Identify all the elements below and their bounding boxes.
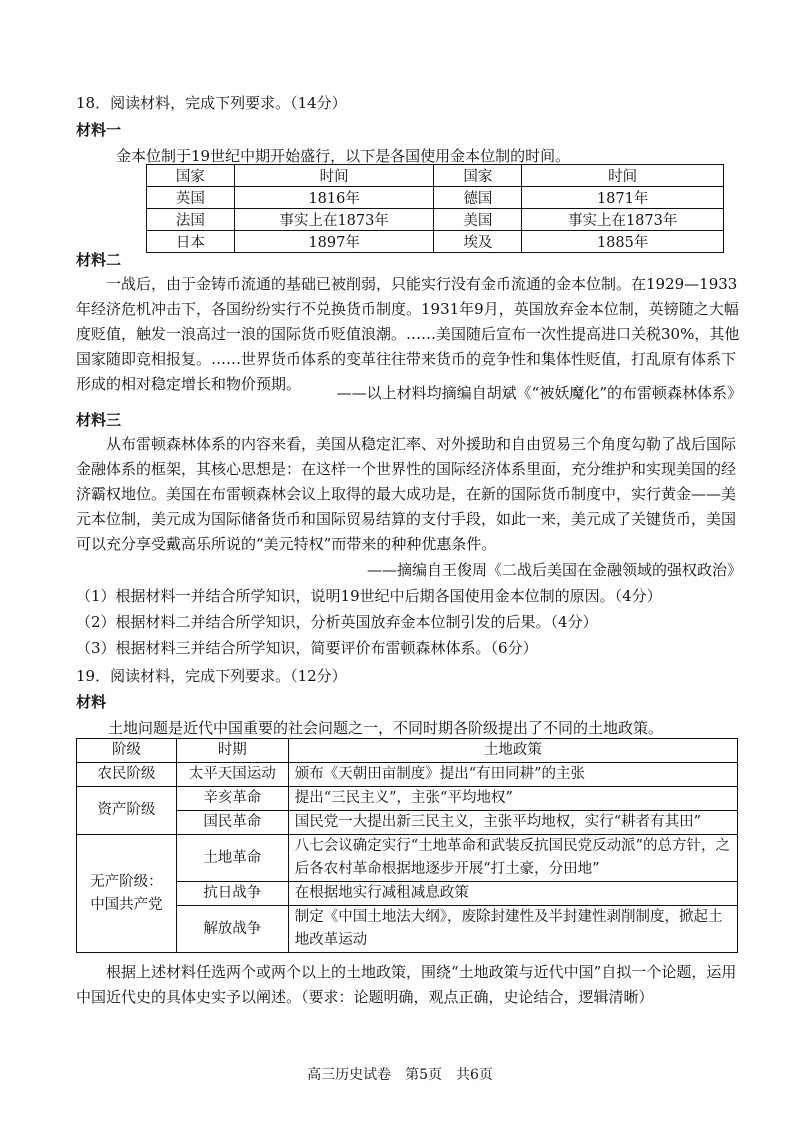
table-cell: 英国 [147,187,235,209]
class-cell-bourgeois: 资产阶级 [77,787,177,835]
material-3-source: ——摘编自王俊周《二战后美国在金融领域的强权政治》 [366,561,742,579]
class-cell-peasant: 农民阶级 [77,763,177,787]
page-footer: 高三历史试卷 第5页 共6页 [307,1067,493,1083]
class-label-line-2: 中国共产党 [90,896,163,913]
table-header-cell: 国家 [434,165,522,187]
period-cell: 辛亥革命 [176,787,288,811]
material-2-label: 材料二 [76,251,122,269]
table-cell: 1871年 [522,187,724,209]
table-cell: 事实上在1873年 [234,209,434,231]
period-cell: 国民革命 [176,811,288,835]
question-3: （3）根据材料三并结合所学知识，简要评价布雷顿森林体系。（6分） [76,639,538,657]
table-row [147,187,724,209]
q19-heading: 19．阅读材料，完成下列要求。（12分） [76,667,347,685]
table-cell: 1897年 [234,231,434,253]
policy-cell: 八七会议确定实行“土地革命和武装反抗国民党反动派”的总方针，之后各农村革命根据地逐步开展“打土豪，分田地” [288,835,737,882]
table-cell: 埃及 [434,231,522,253]
q19-intro: 土地问题是近代中国重要的社会问题之一，不同时期各阶级提出了不同的土地政策。 [108,719,664,737]
table-row [77,882,738,906]
period-cell: 土地革命 [176,835,288,882]
table-row [77,835,738,882]
material-3-text: 从布雷顿森林体系的内容来看，美国从稳定汇率、对外援助和自由贸易三个角度勾勒了战后国际金融体系的框架，其核心思想是：在这样一个世界性的国际经济体系里面，充分维护和实现美国的经济霸权地位。美国在布雷顿森林会议上取得的最大成功是，在新的国际货币制度中，实行黄金——美元本位制，美元成为国际储备货币和国际贸易结算的支付手段，如此一来，美元成了关键货币，美国可以充分享受戴高乐所说的“美元特权”而带来的种种优惠条件。 [76,435,737,553]
question-2: （2）根据材料二并结合所学知识，分析英国放弃金本位制引发的后果。（4分） [76,613,598,631]
class-cell-proletariat [77,835,177,953]
policy-cell: 制定《中国土地法大纲》，废除封建性及半封建性剥削制度，掀起土地改革运动 [288,906,737,953]
q18-heading: 18．阅读材料，完成下列要求。（14分） [76,94,347,112]
table-row [77,906,738,953]
period-cell: 抗日战争 [176,882,288,906]
table-cell: 1816年 [234,187,434,209]
class-label-line-1: 无产阶级： [90,873,163,890]
policy-cell: 颁布《天朝田亩制度》提出“有田同耕”的主张 [288,763,737,787]
table-cell: 法国 [147,209,235,231]
material-3-label: 材料三 [76,411,122,429]
table-header-cell: 时期 [176,739,288,763]
table-row [147,231,724,253]
material-1-intro: 金本位制于19世纪中期开始盛行，以下是各国使用金本位制的时间。 [116,147,571,165]
question-1: （1）根据材料一并结合所学知识，说明19世纪中后期各国使用金本位制的原因。（4分） [76,587,662,605]
table-row [77,811,738,835]
table-row [77,763,738,787]
q19-material-label: 材料 [76,693,107,711]
table-cell: 1885年 [522,231,724,253]
table-header-cell: 土地政策 [288,739,737,763]
material-2-source: ——以上材料均摘编自胡斌《“被妖魔化”的布雷顿森林体系》 [336,384,742,402]
table-cell: 日本 [147,231,235,253]
table-header-cell: 时间 [522,165,724,187]
table-header-row [77,739,738,763]
gold-standard-table [146,164,724,253]
table-cell: 美国 [434,209,522,231]
table-header-cell: 阶级 [77,739,177,763]
period-cell: 太平天国运动 [176,763,288,787]
table-cell: 事实上在1873年 [522,209,724,231]
table-row [77,787,738,811]
period-cell: 解放战争 [176,906,288,953]
policy-cell: 在根据地实行减租减息政策 [288,882,737,906]
table-header-row [147,165,724,187]
table-header-cell: 时间 [234,165,434,187]
q19-task: 根据上述材料任选两个或两个以上的土地政策，围绕“土地政策与近代中国”自拟一个论题，运用中国近代史的具体史实予以阐述。（要求：论题明确，观点正确，史论结合，逻辑清晰） [76,963,737,1006]
material-1-label: 材料一 [76,121,122,139]
table-cell: 德国 [434,187,522,209]
table-row [147,209,724,231]
land-policy-table [76,738,738,953]
policy-cell: 提出“三民主义”，主张“平均地权” [288,787,737,811]
table-header-cell: 国家 [147,165,235,187]
material-2-text: 一战后，由于金铸币流通的基础已被削弱，只能实行没有金币流通的金本位制。在1929—1933年经济危机冲击下，各国纷纷实行不兑换货币制度。1931年9月，英国放弃金本位制，英镑随之大幅度贬值，触发一浪高过一浪的国际货币贬值浪潮。……美国随后宣布一次性提高进口关税30%，其他国家随即竞相报复。……世界货币体系的变革往往带来货币的竞争性和集体性贬值，打乱原有体系下形成的相对稳定增长和物价预期。 [76,275,740,393]
policy-cell: 国民党一大提出新三民主义，主张平均地权，实行“耕者有其田” [288,811,737,835]
